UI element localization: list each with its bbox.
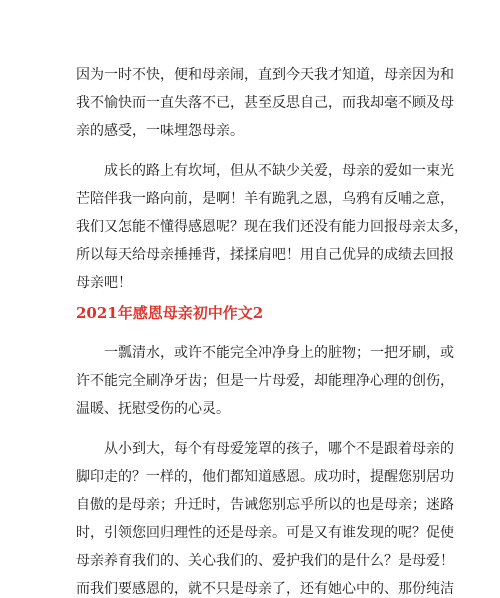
text-line: 所以每天给母亲捶捶背，揉揉肩吧！用自己优异的成绩去回报 bbox=[76, 247, 454, 263]
text-line: 成长的路上有坎坷，但从不缺少关爱，母亲的爱如一束光 bbox=[76, 163, 454, 179]
text-line: 母亲养育我们的、关心我们的、爱护我们的是什么？是母爱！ bbox=[76, 553, 454, 569]
text-line: 芒陪伴我一路向前，是啊！羊有跪乳之恩，乌鸦有反哺之意， bbox=[76, 191, 454, 207]
text-line: 温暖、抚慰受伤的心灵。 bbox=[76, 401, 230, 417]
text-line: 而我们要感恩的，就不只是母亲了，还有她心中的、那份纯洁 bbox=[76, 581, 454, 597]
text-line: 因为一时不快，便和母亲闹，直到今天我才知道，母亲因为和 bbox=[76, 67, 454, 83]
text-line: 许不能完全刷净牙齿；但是一片母爱，却能理净心理的创伤， bbox=[76, 373, 454, 389]
text-line: 母亲吧！ bbox=[76, 275, 132, 291]
text-line: 脚印走的？一样的，他们都知道感恩。成功时，提醒您别居功 bbox=[76, 469, 454, 485]
text-line: 自傲的是母亲；升迁时，告诫您别忘乎所以的也是母亲；迷路 bbox=[76, 497, 454, 513]
section-heading: 2021年感恩母亲初中作文2 bbox=[76, 304, 264, 322]
text-line: 从小到大，每个有母爱笼罩的孩子，哪个不是跟着母亲的 bbox=[76, 441, 454, 457]
text-line: 时，引领您回归理性的还是母亲。可是又有谁发现的呢？促使 bbox=[76, 525, 454, 541]
text-line: 我不愉快而一直失落不已，甚至反思自己，而我却毫不顾及母 bbox=[76, 95, 454, 111]
text-line: 亲的感受，一味埋怨母亲。 bbox=[76, 123, 244, 139]
text-line: 我们又怎能不懂得感恩呢？现在我们还没有能力回报母亲太多， bbox=[76, 219, 468, 235]
text-line: 一瓢清水，或许不能完全冲净身上的脏物；一把牙刷，或 bbox=[76, 345, 454, 361]
